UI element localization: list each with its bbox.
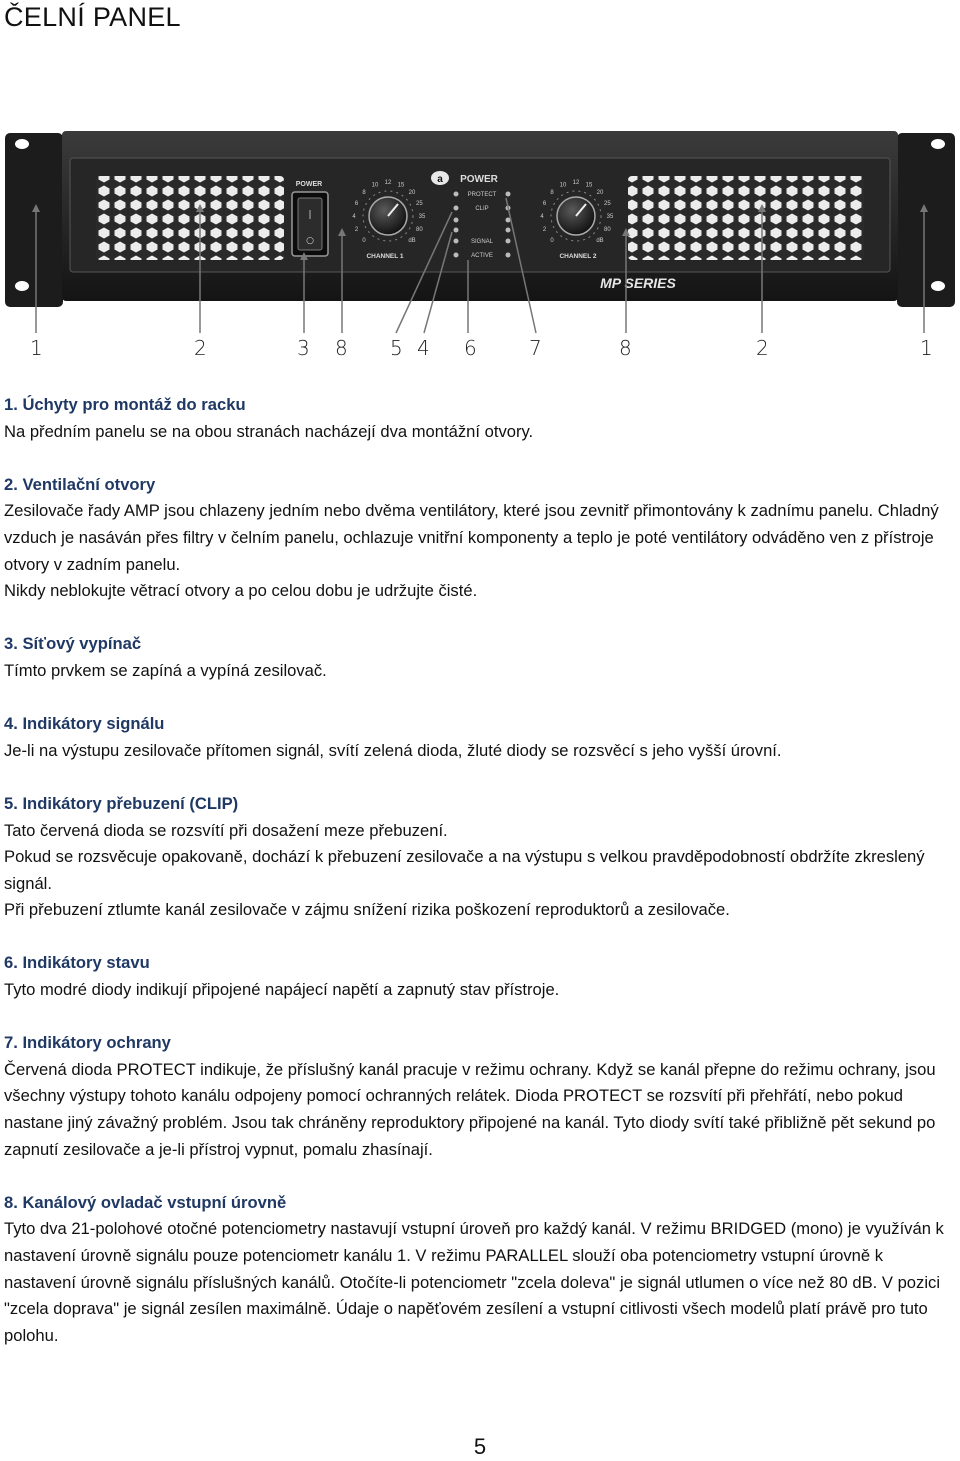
knob-scale-label: 6 <box>354 201 359 207</box>
page-number: 5 <box>473 1434 487 1459</box>
callout-number: 3 <box>297 336 310 360</box>
knob-scale-label: 10 <box>559 182 567 189</box>
section-protect-indicators <box>4 1030 956 1163</box>
section-signal-indicators <box>4 711 956 764</box>
section-paragraph: Tímto prvkem se zapíná a vypíná zesilovač. <box>4 660 327 680</box>
section-paragraph: Tyto dva 21-polohové otočné potenciometry nastavují vstupní úroveň pro každý kanál. V režimu BRIDGED (mono) je využíván k nastavení úrovně signálu pouze potenciometr kanálu 1. V režimu PARALLEL slouží oba potenciometry vstupní úrovně k nastavení úrovně signálu příslušných kanálů. Otočíte-li potenciometr "zcela doleva" je signál utlumen o více než 80 dB. V pozici "zcela doprava" je signál zesílen maximálně. Údaje o napěťovém zesílení a vstupní citlivosti všech modelů platí právě pro tuto polohu. <box>4 1219 944 1345</box>
knob-scale-label: 6 <box>542 201 547 207</box>
section-heading: 6. Indikátory stavu <box>4 953 150 973</box>
led-level-left-2 <box>454 228 459 233</box>
section-heading: 5. Indikátory přebuzení (CLIP) <box>4 793 239 813</box>
knob-scale-label: 0 <box>362 238 366 244</box>
section-status-indicators <box>4 950 956 1003</box>
knob-scale-label: 15 <box>585 182 593 189</box>
knob-scale-label: 25 <box>416 201 423 207</box>
power-label: POWER <box>295 181 323 188</box>
knob-scale-label: 12 <box>384 180 392 186</box>
section-paragraph: Tato červená dioda se rozsvítí při dosažení meze přebuzení. <box>4 820 448 840</box>
led-active-left <box>454 253 459 258</box>
knob-scale-label: 80 <box>416 227 423 233</box>
callout-number: 1 <box>30 336 43 360</box>
brand-logo-text: POWER <box>460 174 498 185</box>
amplifier-front-panel-figure <box>0 128 960 368</box>
section-paragraph: Nikdy neblokujte větrací otvory a po celou dobu je udržujte čisté. <box>4 581 478 601</box>
section-heading: 1. Úchyty pro montáž do racku <box>4 395 246 414</box>
indicator-active-label: ACTIVE <box>471 253 493 259</box>
led-active-right <box>506 253 511 258</box>
knob-scale-label: 10 <box>371 182 379 189</box>
rack-hole-left-bottom <box>15 281 29 291</box>
led-signal-right <box>506 239 511 244</box>
rack-hole-left-top <box>15 139 29 149</box>
led-signal-left <box>454 239 459 244</box>
knob-scale-label: 25 <box>604 201 611 207</box>
callout-number: 5 <box>390 336 403 360</box>
channel1-label: CHANNEL 1 <box>366 253 404 260</box>
section-paragraph: Červená dioda PROTECT indikuje, že příslušný kanál pracuje v režimu ochrany. Když se kanál přepne do režimu ochrany, jsou všechny výstupy tohoto kanálu odpojeny pomocí ochranných relátek. Dioda PROTECT se rozsvítí při přehřátí, nebo pokud nastane jiný závažný problém. Jsou tak chráněny reproduktory připojené na kanál. Tyto diody svítí také přibližně pět sekund po zapnutí zesilovače a je-li přístroj vypnut, pomalu zhasínají. <box>4 1059 936 1159</box>
knob-scale-label: dB <box>596 238 604 244</box>
callout-number: 7 <box>529 336 542 360</box>
knob-scale-label: 4 <box>540 214 544 220</box>
section-ventilation <box>4 472 956 605</box>
knob-scale-label: 2 <box>354 227 359 233</box>
knob-scale-label: 12 <box>572 180 580 186</box>
vent-grille-left <box>96 176 284 260</box>
page-title: ČELNÍ PANEL <box>4 2 181 32</box>
indicator-protect-label: PROTECT <box>467 192 497 198</box>
section-rack-mounts <box>4 392 956 445</box>
section-input-level-control <box>4 1190 956 1350</box>
knob-scale-label: 15 <box>397 182 405 189</box>
rack-hole-right-bottom <box>931 281 945 291</box>
knob-scale-label: 2 <box>542 227 547 233</box>
section-heading: 3. Síťový vypínač <box>4 634 142 654</box>
section-heading: 8. Kanálový ovladač vstupní úrovně <box>4 1192 287 1212</box>
callout-number: 2 <box>756 336 769 360</box>
section-heading: 7. Indikátory ochrany <box>4 1033 171 1053</box>
knob-scale-label: dB <box>408 238 416 244</box>
brand-logo-letter: a <box>437 174 443 185</box>
knob-scale-label: 35 <box>606 214 614 220</box>
led-clip-left <box>454 206 459 211</box>
knob-scale-label: 4 <box>352 214 356 220</box>
callout-number: 6 <box>464 336 477 360</box>
knob-scale-label: 80 <box>604 227 611 233</box>
power-on-mark: | <box>308 210 312 220</box>
section-paragraph: Zesilovače řady AMP jsou chlazeny jedním nebo dvěma ventilátory, které jsou zevnitř přimontovány k zadnímu panelu. Chladný vzduch je nasáván přes filtry v čelním panelu, ochlazuje vnitřní komponenty a teplo je poté ventilátory odváděno ven z přístroje otvory v zadním panelu. <box>4 501 939 574</box>
knob-scale-label: 20 <box>596 190 604 196</box>
rack-ear-left <box>5 133 63 307</box>
indicator-clip-label: CLIP <box>475 206 489 212</box>
power-off-mark: ○ <box>306 236 314 246</box>
callout-number: 1 <box>920 336 933 360</box>
section-paragraph: Na předním panelu se na obou stranách nacházejí dva montážní otvory. <box>4 421 534 441</box>
knob-scale-label: 0 <box>550 238 554 244</box>
rack-ear-right <box>897 133 955 307</box>
section-power-switch <box>4 631 956 684</box>
knob-scale-label: 8 <box>362 190 366 196</box>
callout-number: 8 <box>335 336 348 360</box>
vent-grille-right <box>628 176 864 260</box>
section-paragraph: Při přebuzení ztlumte kanál zesilovače v zájmu snížení rizika poškození reproduktorů a zesilovače. <box>4 900 730 920</box>
callout-number: 8 <box>619 336 632 360</box>
knob-scale-label: 8 <box>550 190 554 196</box>
callout-number: 2 <box>194 336 207 360</box>
section-paragraph: Je-li na výstupu zesilovače přítomen signál, svítí zelená dioda, žluté diody se rozsvěcí s jeho vyšší úrovní. <box>4 740 782 760</box>
section-paragraph: Pokud se rozsvěcuje opakovaně, dochází k přebuzení zesilovače a na výstupu s velkou pravděpodobností obdržíte zkreslený signál. <box>4 847 925 893</box>
section-heading: 4. Indikátory signálu <box>4 714 165 734</box>
section-paragraph: Tyto modré diody indikují připojené napájecí napětí a zapnutý stav přístroje. <box>4 980 560 1000</box>
knob-scale-label: 20 <box>408 190 416 196</box>
indicator-signal-label: SIGNAL <box>470 239 494 245</box>
led-protect-left <box>454 192 459 197</box>
knob-scale-label: 35 <box>418 214 426 220</box>
led-level-left-1 <box>454 218 459 223</box>
document-body <box>4 392 956 1376</box>
channel2-label: CHANNEL 2 <box>559 253 597 260</box>
callout-numbers <box>0 336 960 366</box>
led-level-right-2 <box>506 228 511 233</box>
led-protect-right <box>506 192 511 197</box>
callout-number: 4 <box>417 336 430 360</box>
section-clip-indicators <box>4 791 956 924</box>
series-logo: MP SERIES <box>600 275 676 291</box>
rack-hole-right-top <box>931 139 945 149</box>
section-heading: 2. Ventilační otvory <box>4 474 156 494</box>
